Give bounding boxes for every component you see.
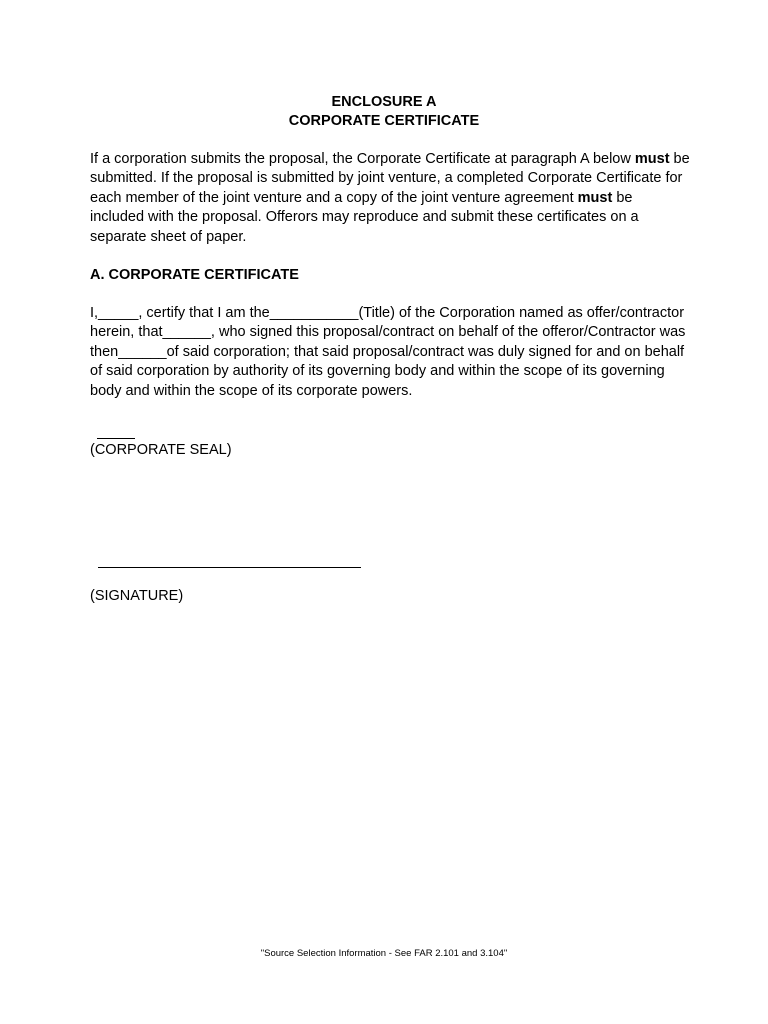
signature-line xyxy=(98,567,361,568)
corporate-seal-label: (CORPORATE SEAL) xyxy=(90,442,232,458)
page-footer: "Source Selection Information - See FAR 2.101 and 3.104" xyxy=(260,948,508,959)
document-title: CORPORATE CERTIFICATE xyxy=(288,113,480,129)
must-emphasis-2: must xyxy=(577,189,613,206)
intro-text-2: be submitted. If the proposal is submitted by joint venture, a completed Corporate Certificate for each member of the joint venture and a copy of the joint venture agreement xyxy=(90,151,690,206)
intro-text-3: be included with the proposal. Offerors may reproduce and submit these certificates on a separate sheet of paper. xyxy=(90,189,639,245)
enclosure-label: ENCLOSURE A xyxy=(331,94,437,110)
seal-blank-line xyxy=(97,438,135,439)
must-emphasis-1: must xyxy=(634,151,670,167)
intro-text-1: If a corporation submits the proposal, the Corporate Certificate at paragraph A below xyxy=(90,151,635,167)
section-heading: A. CORPORATE CERTIFICATE xyxy=(90,267,299,283)
certificate-paragraph: I,_____, certify that I am the___________(Title) of the Corporation named as offer/contractor herein, that______, who signed this proposal/contract on behalf of the offeror/Contractor was then______of said corporation; that said proposal/contract was duly signed for and on behalf of said corporation by authority of its governing body and within the scope of its governing body and within the scope of its corporate powers. xyxy=(90,305,686,399)
signature-label: (SIGNATURE) xyxy=(90,588,184,604)
intro-paragraph xyxy=(90,150,690,247)
